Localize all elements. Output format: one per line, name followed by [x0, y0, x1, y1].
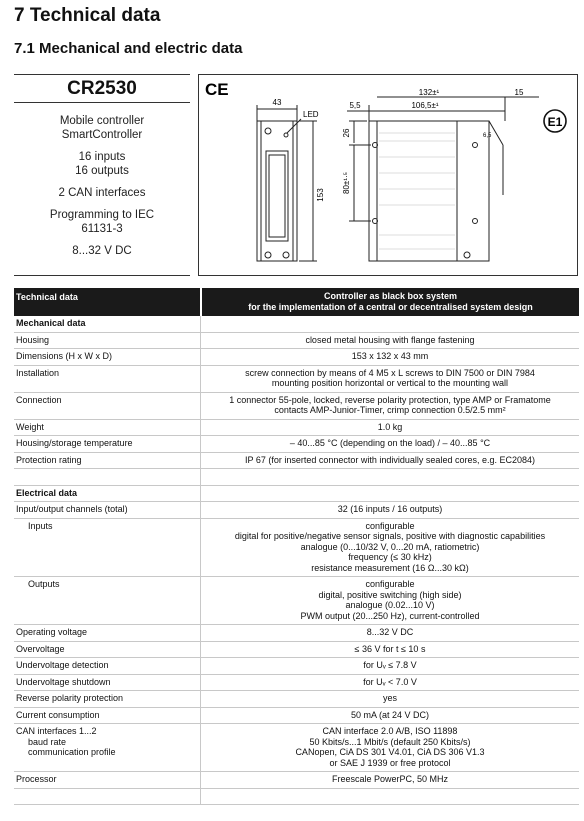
model-feature-line: 8...32 V DC [72, 245, 132, 257]
row-value-line: digital, positive switching (high side) [318, 589, 462, 600]
table-row [14, 675, 579, 692]
row-label [14, 469, 200, 486]
table-row [14, 625, 579, 642]
row-label [14, 789, 200, 806]
row-value-line: configurable [365, 579, 415, 589]
row-value [200, 519, 579, 578]
row-value-line: Freescale PowerPC, 50 MHz [331, 774, 449, 784]
row-label-text: Input/output channels (total) [16, 504, 128, 514]
dim-front-width: 43 [272, 98, 282, 107]
model-feature-line: SmartController [61, 129, 143, 141]
header-left: Technical data [14, 288, 200, 316]
row-value-line: ≤ 36 V for t ≤ 10 s [354, 643, 426, 654]
row-label [14, 625, 200, 642]
row-value [200, 393, 579, 420]
row-value-line: 1.0 kg [377, 421, 403, 432]
row-value [200, 469, 579, 486]
table-row [14, 691, 579, 708]
row-value-line: frequency (≤ 30 kHz) [348, 552, 432, 562]
row-label-text: Current consumption [16, 709, 100, 720]
row-value-line: CANopen, CiA DS 301 V4.01, CiA DS 306 V1.3 [295, 747, 485, 757]
table-row [14, 420, 579, 437]
row-value [200, 349, 579, 366]
row-value-line: digital for positive/negative sensor signals, positive with diagnostic capabilities [234, 531, 546, 541]
dim-height: 153 [316, 188, 325, 202]
row-label [14, 436, 200, 453]
row-value-line: or SAE J 1939 or free protocol [329, 757, 451, 768]
model-features [14, 114, 190, 258]
row-label-text: Housing/storage temperature [16, 438, 133, 448]
row-label-text: Undervoltage shutdown [16, 676, 111, 687]
spacer [14, 236, 190, 244]
section-title: 7.1 Mechanical and electric data [14, 40, 243, 57]
row-value [200, 708, 579, 725]
page-title: 7 Technical data [14, 5, 161, 26]
model-name: CR2530 [67, 78, 137, 99]
table-row [14, 519, 579, 578]
table-row [14, 789, 579, 806]
row-label [14, 642, 200, 659]
row-label [14, 316, 200, 333]
e1-mark: E1 [547, 115, 563, 129]
row-value-line: – 40...85 °C (depending on the load) / – 40...85 °C [289, 438, 491, 448]
row-value [200, 502, 579, 519]
row-label [14, 420, 200, 437]
header-right-line2: for the implementation of a central or decentralised system design [248, 301, 533, 312]
led-label: LED [303, 110, 319, 119]
row-value-line: 50 Kbits/s...1 Mbit/s (default 250 Kbits/s) [309, 736, 471, 747]
row-label [14, 349, 200, 366]
row-value [200, 724, 579, 772]
table-row [14, 453, 579, 470]
row-label-text: Reverse polarity protection [16, 693, 124, 703]
row-label-text: Undervoltage detection [16, 660, 109, 670]
row-label [14, 453, 200, 470]
table-row [14, 333, 579, 350]
model-feature-line: Mobile controller [59, 115, 145, 127]
row-value [200, 333, 579, 350]
row-label-text: Dimensions (H x W x D) [16, 351, 113, 361]
row-value-line: 32 (16 inputs / 16 outputs) [337, 504, 443, 514]
model-feature-line: Programming to IEC [49, 209, 155, 221]
row-value [200, 691, 579, 708]
row-label [14, 675, 200, 692]
row-label-text: Mechanical data [16, 318, 86, 328]
row-value [200, 658, 579, 675]
row-value-line: closed metal housing with flange fastening [305, 334, 475, 345]
technical-data-table [14, 288, 579, 805]
row-value [200, 789, 579, 806]
dimension-drawing [198, 74, 578, 276]
table-row [14, 436, 579, 453]
row-value-line: configurable [365, 520, 415, 531]
row-value-line: analogue (0...10/32 V, 0...20 mA, ratiometric) [300, 541, 480, 552]
spacer [14, 142, 190, 150]
table-row [14, 658, 579, 675]
row-value-line: 50 mA (at 24 V DC) [350, 709, 430, 720]
row-value-line: for Uᵥ ≤ 7.8 V [363, 660, 417, 670]
row-value [200, 625, 579, 642]
row-label-text: Overvoltage [16, 643, 65, 654]
dim-106-5: 106,5±¹ [411, 101, 439, 110]
row-value-line: for Uᵥ < 7.0 V [363, 676, 417, 687]
row-value-line: screw connection by means of 4 M5 x L screws to DIN 7500 or DIN 7984 [245, 367, 535, 378]
row-value-line: PWM output (20...250 Hz), current-controlled [300, 610, 480, 621]
table-row [14, 772, 579, 789]
row-value [200, 436, 579, 453]
row-value-line: 153 x 132 x 43 mm [351, 351, 429, 361]
row-label-text: Processor [16, 774, 57, 784]
dim-5-5: 5,5 [349, 101, 361, 110]
row-value-line: mounting position horizontal or vertical to the mounting wall [271, 378, 509, 388]
row-label [14, 486, 200, 503]
front-view [257, 105, 317, 261]
row-value-line: 1 connector 55-pole, locked, reverse polarity protection, type AMP or Framatome [229, 394, 551, 405]
row-label-text: Electrical data [16, 487, 78, 498]
row-label [14, 691, 200, 708]
row-label-text: Inputs [28, 520, 53, 531]
row-value-line: IP 67 (for inserted connector with individually sealed cores, e.g. EC2084) [245, 454, 535, 465]
header-right [200, 288, 579, 316]
row-label [14, 366, 200, 393]
dim-15: 15 [514, 88, 524, 97]
row-label-text: Housing [16, 334, 50, 345]
model-feature-line: 61131-3 [81, 223, 123, 235]
table-row [14, 708, 579, 725]
row-label-text: Operating voltage [16, 627, 88, 637]
table-row [14, 724, 579, 772]
row-label-text: Installation [16, 367, 60, 378]
row-value-line: CAN interface 2.0 A/B, ISO 11898 [322, 726, 458, 736]
row-value-line: 8...32 V DC [366, 627, 414, 637]
row-value-line: analogue (0.02...10 V) [345, 600, 435, 610]
row-value-line: contacts AMP-Junior-Timer, crimp connection 0.5/2.5 mm² [274, 405, 506, 415]
row-label [14, 708, 200, 725]
row-value [200, 642, 579, 659]
row-value [200, 316, 579, 333]
ce-mark: CE [205, 80, 229, 99]
row-value [200, 772, 579, 789]
row-sublabel: communication profile [28, 747, 116, 757]
row-sublabel: baud rate [28, 736, 67, 747]
row-label-text: Outputs [28, 579, 60, 589]
dim-80: 80±¹·⁵ [342, 172, 351, 194]
row-value [200, 453, 579, 470]
row-label [14, 393, 200, 420]
row-value [200, 675, 579, 692]
row-label [14, 519, 200, 578]
table-row [14, 642, 579, 659]
table-row [14, 469, 579, 486]
table-row [14, 349, 579, 366]
table-header [14, 288, 579, 316]
table-row [14, 486, 579, 503]
row-label [14, 724, 200, 772]
dim-6-5: 6,5 [483, 133, 492, 139]
row-label [14, 502, 200, 519]
dim-26: 26 [342, 128, 351, 138]
table-row [14, 393, 579, 420]
table-row [14, 366, 579, 393]
row-label [14, 577, 200, 625]
row-label-text: Connection [16, 394, 62, 405]
model-feature-line: 2 CAN interfaces [58, 187, 146, 199]
row-label [14, 333, 200, 350]
row-label-text: CAN interfaces 1...2 [16, 726, 97, 736]
table-row [14, 316, 579, 333]
table-row [14, 577, 579, 625]
row-value [200, 366, 579, 393]
table-row [14, 502, 579, 519]
row-label-text: Weight [16, 421, 44, 432]
row-label [14, 772, 200, 789]
dim-132: 132±¹ [418, 88, 440, 97]
header-right-line1: Controller as black box system [323, 291, 458, 301]
row-value-line: yes [382, 693, 397, 703]
model-feature-line: 16 outputs [75, 165, 129, 177]
row-label-text: Protection rating [16, 454, 82, 465]
row-value [200, 420, 579, 437]
row-value [200, 486, 579, 503]
model-feature-line: 16 inputs [78, 151, 126, 163]
spacer [14, 200, 190, 208]
row-value [200, 577, 579, 625]
side-view [347, 97, 539, 261]
model-summary [14, 74, 190, 276]
row-value-line: resistance measurement (16 Ω...30 kΩ) [311, 562, 469, 573]
spacer [14, 178, 190, 186]
row-label [14, 658, 200, 675]
